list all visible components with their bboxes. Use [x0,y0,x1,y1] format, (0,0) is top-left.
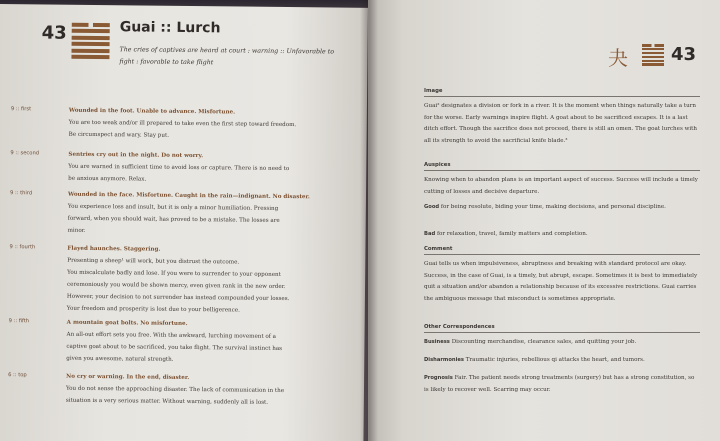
line-text: forward, when you should wait, has proved to be a mistake. The losses are [67,215,280,224]
line-text: minor. [67,227,86,234]
line-text: Your freedom and prosperity is lost due to your belligerence. [66,305,240,314]
section-lead: Prognosis [424,375,453,381]
section-disharmonies [424,355,700,367]
line-label: 9 :: third [9,190,33,197]
line-text: situation is a very serious matter. Without warning, suddenly all is lost. [65,397,269,406]
line-text: given you awesome, natural strength. [66,355,174,363]
line-text: ceremoniously you would be shown mercy, even given rank in the new order. [67,281,286,291]
section-auspices [424,162,700,198]
line-readings [0,104,367,406]
chinese-character: 夬 [608,46,628,70]
page-subtitle: The cries of captives are heard at court : warning :: Unfavorable to fight : favorable to take flight [119,46,335,67]
line-text: You do not sense the approaching disaster. The lack of communication in the [65,385,285,394]
line-label: 9 :: fourth [9,244,36,251]
line-text: You are warned in sufficient time to avoid loss or capture. There is no need to [68,163,290,173]
section-text: Fair. The patient needs strong treatments (surgery) but has a strong constitution, so is likely to recover well. Scarring may occur. [424,375,695,393]
book-gutter [360,0,378,441]
hexagram-icon [642,44,664,66]
line-headline: Wounded in the face. Misfortune. Caught in the rain—indignant. No disaster. [67,191,310,201]
line-reading [0,188,366,234]
section-text: Guai tells us when impulsiveness, abruptness and breaking with standard protocol are okay. Success, in the case of Guai, is a timely, but abrupt, escape. Sometimes it is best to immediately quit a situation and/or abandon a relationship because of its excessive restrictions. Guai carries the ambiguous message that misconduct is sometimes appropriate. [424,261,698,302]
line-reading [0,370,364,406]
line-text: Be circumspect and wary. Stay put. [68,131,170,139]
section-heading: Other Correspondences [424,324,700,333]
line-reading [0,242,365,314]
left-page [0,4,368,441]
line-headline: No cry or warning. In the end, disaster. [66,373,190,382]
section-text: Discounting merchandise, clearance sales, and quitting your job. [451,339,637,345]
section-text: Knowing when to abandon plans is an important aspect of success. Success will include a timely cutting of losses and decisive departure. [424,177,698,195]
section-lead: Disharmonies [424,357,464,363]
line-label: 9 :: first [10,106,32,113]
page-title: Guai :: Lurch [119,19,221,37]
section-heading: Image [424,88,700,97]
section-correspondences [424,324,700,349]
right-page [368,0,720,441]
line-headline: Flayed haunches. Staggering. [67,245,161,253]
line-headline: Sentries cry out in the night. Do not worry. [68,151,204,160]
line-text: However, your decision to not surrender has instead compounded your losses. [66,293,290,303]
section-good [424,202,700,214]
section-text: Guai² designates a division or fork in a river. It is the moment when things naturally take a turn for the worse. Early warnings inspire flight. A goat about to be sacrificed escapes. It is a last ditch effort. Though the sacrifice does not proceed, there is still an omen. The goat lurches with all its strength to avoid the sacrificial knife blade.³ [424,103,698,144]
line-text: be anxious anymore. Relax. [68,175,147,183]
section-heading: Auspices [424,162,700,171]
line-text: Presenting a sheep¹ will work, but you distrust the outcome. [67,257,240,266]
section-lead: Business [424,339,450,345]
section-prognosis [424,373,700,396]
section-text: for being resolute, biding your time, making decisions, and personal discipline. [440,204,666,210]
section-bad [424,229,700,241]
line-label: 9 :: fifth [8,318,30,325]
line-headline: Wounded in the foot. Unable to advance. Misfortune. [68,107,236,116]
line-reading [0,148,366,183]
section-heading: Comment [424,246,700,255]
line-text: You are too weak and/or ill prepared to take even the first step toward freedom. [68,119,297,129]
line-reading [0,104,367,139]
section-image [424,88,700,147]
line-text: You miscalculate badly and lose. If you were to surrender to your opponent [67,269,281,278]
hexagram-number: 43 [670,44,696,65]
line-headline: A mountain goat bolts. No misfortune. [66,319,188,327]
section-lead: Good [424,204,440,210]
line-label: 6 :: top [8,372,27,379]
hexagram-number: 43 [41,22,67,44]
section-comment [424,246,700,305]
line-label: 9 :: second [10,150,40,157]
hexagram-icon [71,23,109,59]
line-text: captive goat about to be sacrificed, you take flight. The survival instinct has [66,343,283,352]
line-text: You experience loss and insult, but it is only a minor humiliation. Pressing [67,203,279,212]
section-text: Traumatic injuries, rebellious qi attacks the heart, and tumors. [465,357,645,363]
section-text: for relaxation, travel, family matters and completion. [436,231,588,237]
line-text: An all-out effort sets you free. With the awkward, lurching movement of a [66,331,276,340]
section-lead: Bad [424,231,436,237]
